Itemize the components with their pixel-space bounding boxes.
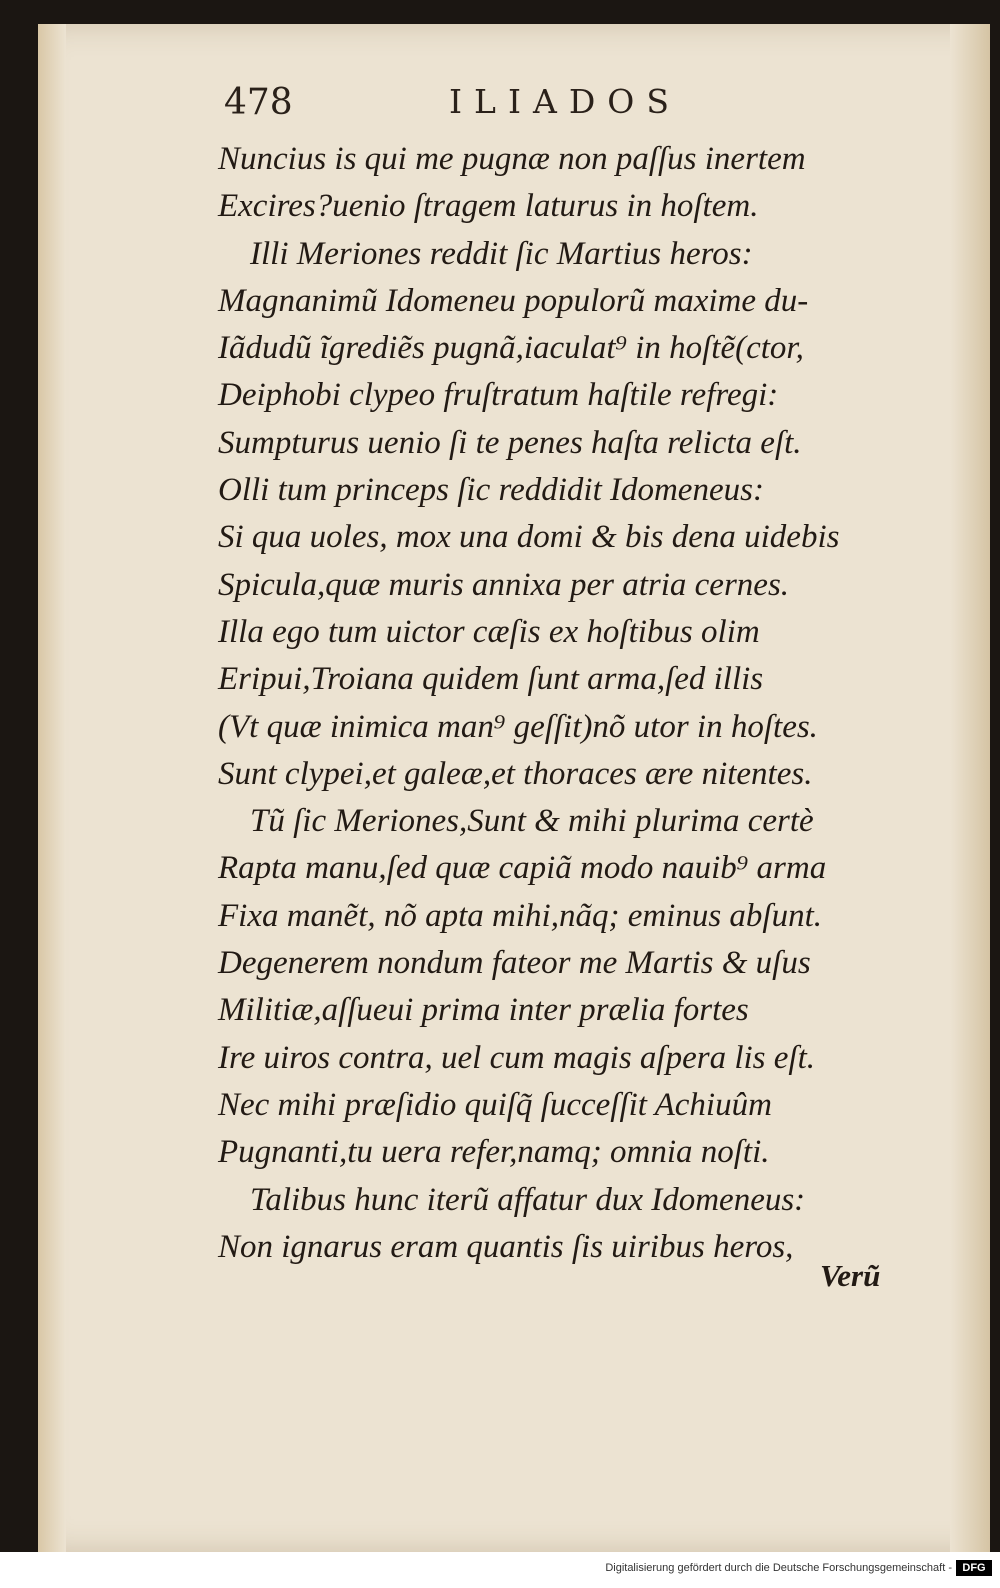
page-header <box>224 82 744 132</box>
running-title: ILIADOS <box>449 82 681 121</box>
verse-line: Magnanimũ Idomeneu populorũ maxime du- <box>218 282 809 319</box>
verse-line: Talibus hunc iterũ affatur dux Idomeneus: <box>250 1181 806 1218</box>
verse-line: Nuncius is qui me pugnæ non paſſus inertem <box>218 141 806 177</box>
verse-line: Eripui,Troiana quidem ſunt arma,ſed illis <box>218 661 764 698</box>
funding-credit: Digitalisierung gefördert durch die Deutsche Forschungsgemeinschaft - <box>605 1562 952 1574</box>
verse-line: Deiphobi clypeo fruſtratum haſtile refregi: <box>218 377 779 414</box>
verse-line: Sumpturus uenio ſi te penes haſta relicta eſt. <box>218 424 802 461</box>
verse-line: Iãdudũ ĩgrediẽs pugnã,iaculat⁹ in hoſtẽ(ctor, <box>218 330 804 367</box>
verse-line: Non ignarus eram quantis ſis uiribus heros, <box>218 1228 794 1265</box>
verse-line: Tũ ſic Meriones,Sunt & mihi plurima certè <box>250 803 814 840</box>
verse-line: Nec mihi præſidio quiſq̃ ſucceſſit Achiuûm <box>218 1086 772 1123</box>
page-edge-shadow <box>950 24 990 1552</box>
page-number: 478 <box>224 82 293 123</box>
page-gutter-shadow <box>38 24 66 1552</box>
verse-line: Pugnanti,tu uera refer,namq; omnia noſti. <box>218 1134 770 1171</box>
verse-block <box>218 136 908 1271</box>
catchword: Verũ <box>820 1258 881 1293</box>
verse-line: Fixa manẽt, nõ apta mihi,nãq; eminus abſunt. <box>218 897 823 934</box>
verse-line: Rapta manu,ſed quæ capiã modo nauib⁹ arma <box>218 850 827 887</box>
verse-line: Si qua uoles, mox una domi & bis dena uidebis <box>218 519 840 556</box>
verse-line: (Vt quæ inimica man⁹ geſſit)nõ utor in hoſtes. <box>218 708 818 745</box>
digitization-footer <box>0 1552 1000 1588</box>
verse-line: Illi Meriones reddit ſic Martius heros: <box>250 235 753 272</box>
verse-line: Degenerem nondum fateor me Martis & uſus <box>218 945 811 982</box>
verse-line: Illa ego tum uictor cæſis ex hoſtibus olim <box>218 613 760 650</box>
verse-line: Excires?uenio ſtragem laturus in hoſtem. <box>218 188 759 225</box>
dfg-logo: DFG <box>956 1560 992 1576</box>
verse-line: Olli tum princeps ſic reddidit Idomeneus: <box>218 472 764 509</box>
verse-line: Sunt clypei,et galeæ,et thoraces ære nitentes. <box>218 755 813 792</box>
verse-line: Spicula,quæ muris annixa per atria cernes. <box>218 566 790 603</box>
verse-line: Ire uiros contra, uel cum magis aſpera lis eſt. <box>218 1039 815 1076</box>
verse-line: Militiæ,aſſueui prima inter prælia fortes <box>218 992 749 1029</box>
